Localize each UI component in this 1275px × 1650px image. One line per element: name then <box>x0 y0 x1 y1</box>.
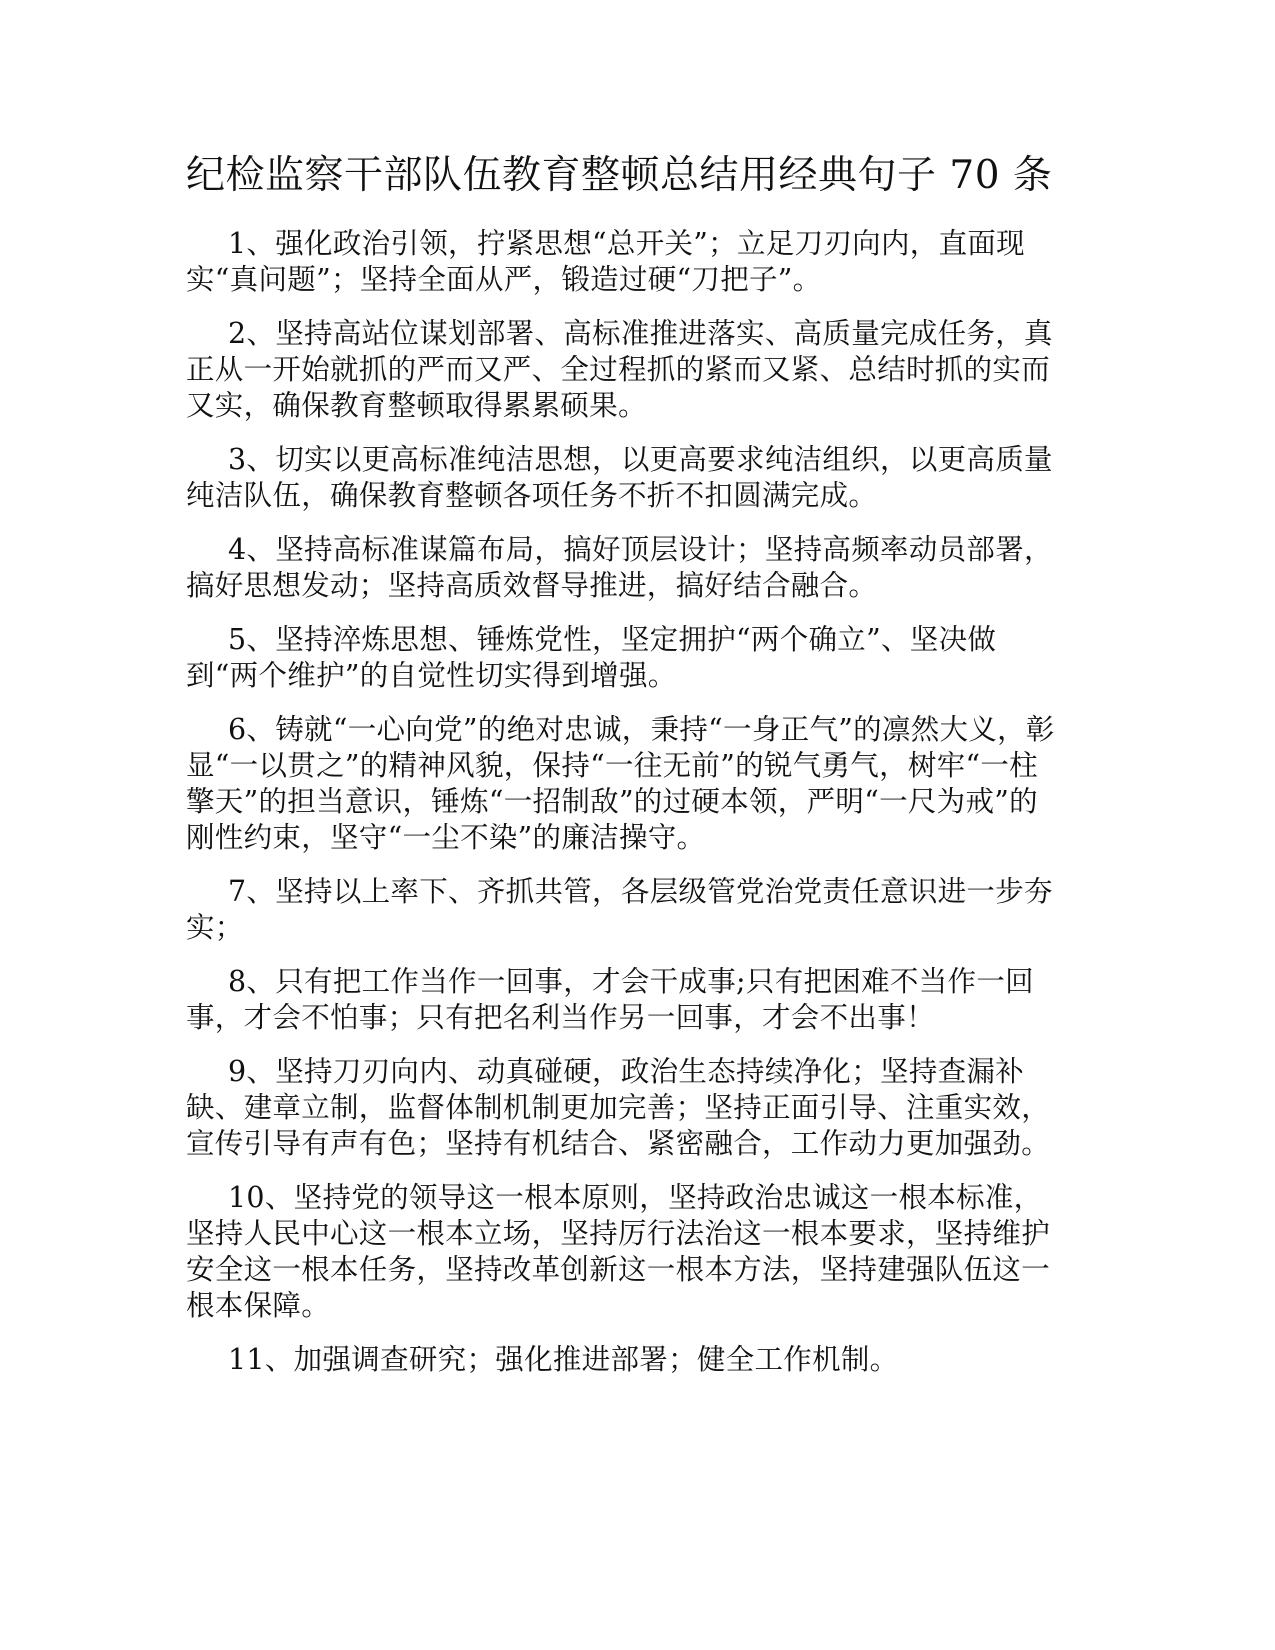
document-title: 纪检监察干部队伍教育整顿总结用经典句子 70 条 <box>186 153 1053 198</box>
paragraph-1: 1、强化政治引领，拧紧思想“总开关”；立足刀刃向内，直面现实“真问题”；坚持全面从严，锻造过硬“刀把子”。 <box>186 227 1025 296</box>
document-body <box>186 226 1058 1396</box>
paragraph-9: 9、坚持刀刃向内、动真碰硬，政治生态持续净化；坚持查漏补缺、建章立制，监督体制机制更加完善；坚持正面引导、注重实效，宣传引导有声有色；坚持有机结合、紧密融合，工作动力更加强劲。 <box>186 1055 1051 1160</box>
paragraph-4: 4、坚持高标准谋篇布局，搞好顶层设计；坚持高频率动员部署，搞好思想发动；坚持高质效督导推进，搞好结合融合。 <box>186 533 1053 602</box>
paragraph-11: 11、加强调查研究；强化推进部署；健全工作机制。 <box>228 1343 899 1376</box>
paragraph-6: 6、铸就“一心向党”的绝对忠诚，秉持“一身正气”的凛然大义，彰显“一以贯之”的精神风貌，保持“一往无前”的锐气勇气，树牢“一柱擎天”的担当意识，锤炼“一招制敌”的过硬本领，严明“一尺为戒”的刚性约束，坚守“一尘不染”的廉洁操守。 <box>186 713 1055 854</box>
paragraph-3: 3、切实以更高标准纯洁思想，以更高要求纯洁组织，以更高质量纯洁队伍，确保教育整顿各项任务不折不扣圆满完成。 <box>186 443 1053 512</box>
paragraph-10: 10、坚持党的领导这一根本原则，坚持政治忠诚这一根本标准，坚持人民中心这一根本立场，坚持厉行法治这一根本要求，坚持维护安全这一根本任务，坚持改革创新这一根本方法，坚持建强队伍这一根本保障。 <box>186 1181 1051 1322</box>
paragraph-5: 5、坚持淬炼思想、锤炼党性，坚定拥护“两个确立”、坚决做到“两个维护”的自觉性切实得到增强。 <box>186 623 997 692</box>
paragraph-2: 2、坚持高站位谋划部署、高标准推进落实、高质量完成任务，真正从一开始就抓的严而又严、全过程抓的紧而又紧、总结时抓的实而又实，确保教育整顿取得累累硕果。 <box>186 317 1053 422</box>
paragraph-8: 8、只有把工作当作一回事，才会干成事;只有把困难不当作一回事，才会不怕事；只有把名利当作另一回事，才会不出事！ <box>186 965 1034 1034</box>
paragraph-7: 7、坚持以上率下、齐抓共管，各层级管党治党责任意识进一步夯实； <box>186 875 1053 944</box>
